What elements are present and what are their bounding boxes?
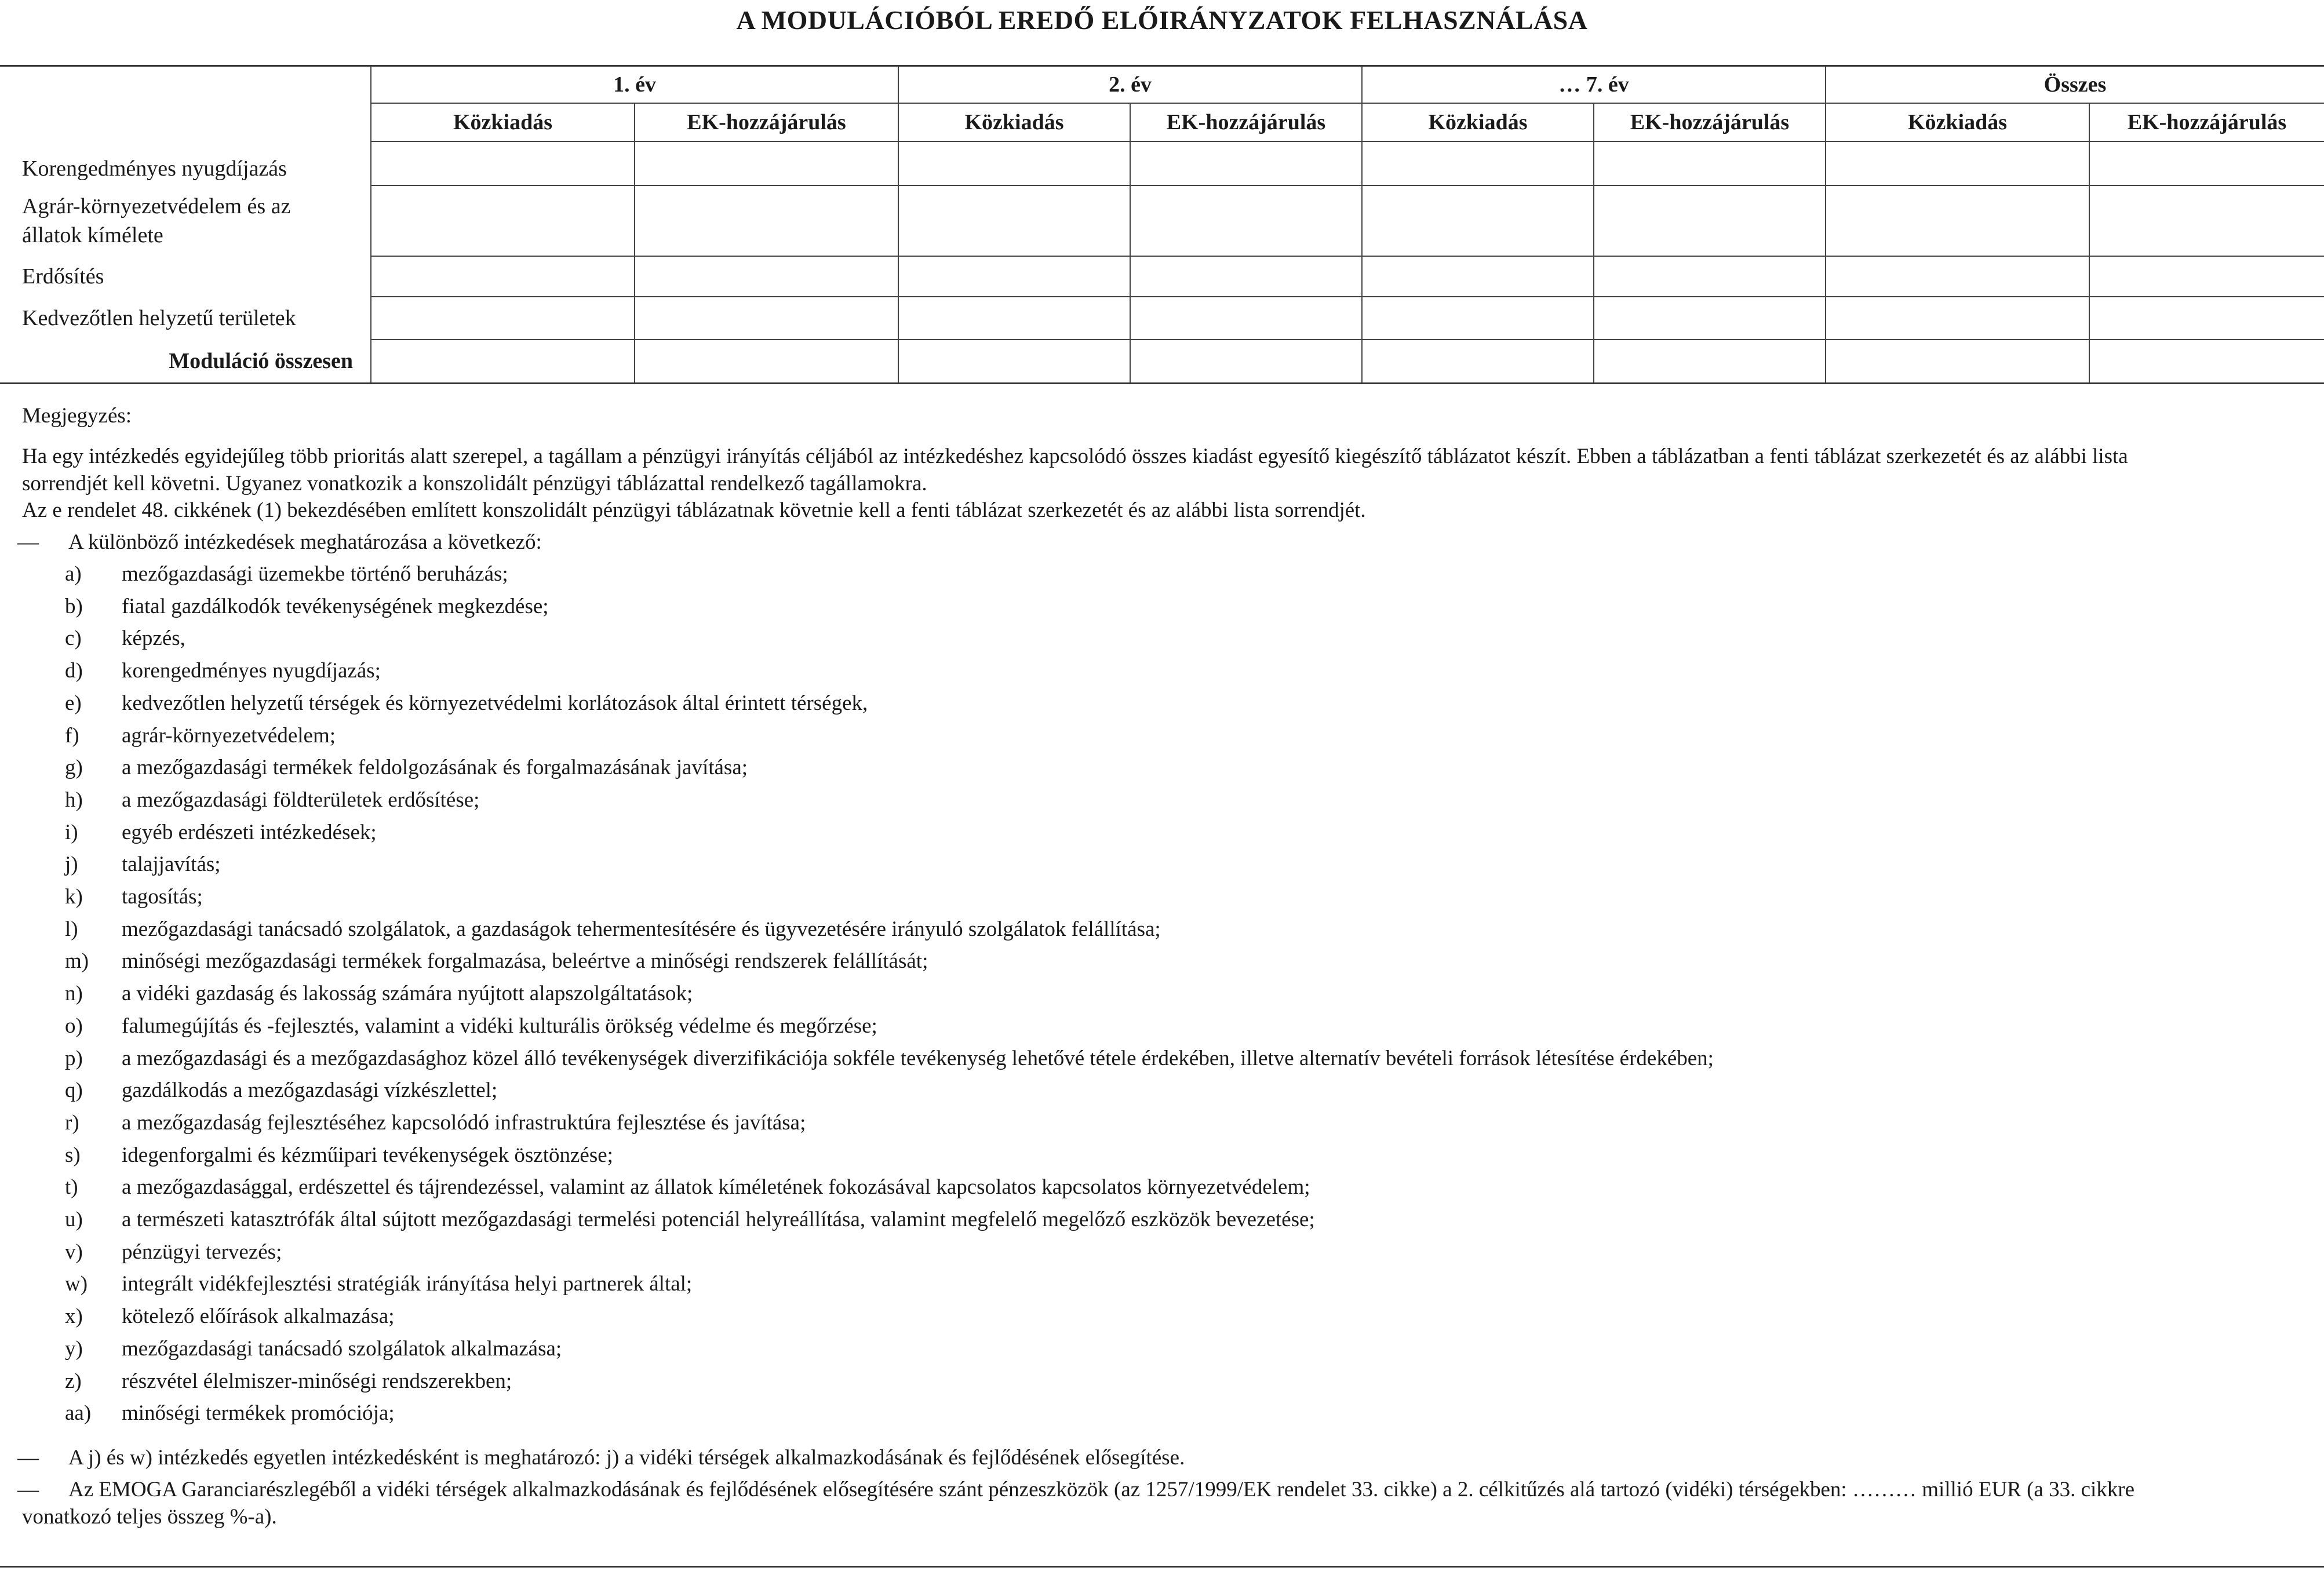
table-cell — [1594, 256, 1826, 297]
list-item-text: képzés, — [122, 626, 185, 650]
modulation-table — [0, 65, 2324, 384]
table-cell — [1362, 340, 1594, 384]
corner-cell — [0, 103, 371, 141]
table-cell — [1130, 297, 1362, 340]
list-item-letter: m) — [65, 949, 89, 973]
year-header-row — [0, 66, 2324, 103]
table-cell — [635, 256, 898, 297]
list-item-text: mezőgazdasági üzemekbe történő beruházás; — [122, 562, 508, 586]
list-item-text: gazdálkodás a mezőgazdasági vízkészlettel; — [122, 1078, 498, 1102]
list-item-text: egyéb erdészeti intézkedések; — [122, 821, 377, 844]
list-item-text: falumegújítás és -fejlesztés, valamint a vidéki kulturális örökség védelme és megőrzése; — [122, 1014, 877, 1038]
row-label-kedvezotlen: Kedvezőtlen helyzetű területek — [22, 305, 296, 330]
list-intro: A különböző intézkedések meghatározása a következő: — [68, 530, 542, 554]
list-item-letter: h) — [65, 788, 83, 812]
list-item-letter: v) — [65, 1240, 83, 1264]
table-cell — [1362, 297, 1594, 340]
list-item-text: korengedményes nyugdíjazás; — [122, 659, 381, 683]
list-dash: — — [17, 1446, 39, 1470]
table-cell — [1826, 185, 2089, 256]
table-cell — [898, 297, 1130, 340]
list-item-letter: l) — [65, 917, 78, 941]
col-header-kozkiadas: Közkiadás — [898, 103, 1130, 141]
table-cell — [371, 256, 635, 297]
table-cell — [635, 185, 898, 256]
table-cell — [898, 256, 1130, 297]
list-item-letter: q) — [65, 1078, 83, 1102]
table-cell — [1594, 141, 1826, 185]
total-row — [0, 340, 2324, 384]
col-header-kozkiadas: Közkiadás — [1362, 103, 1594, 141]
emoga-note-line-2: vonatkozó teljes összeg %-a). — [22, 1505, 277, 1529]
list-item-letter: b) — [65, 595, 83, 618]
list-dash: — — [17, 530, 39, 554]
table-cell — [1130, 141, 1362, 185]
table-cell — [1130, 256, 1362, 297]
table-cell — [898, 141, 1130, 185]
list-item-text: fiatal gazdálkodók tevékenységének megkezdése; — [122, 595, 549, 618]
list-item-letter: f) — [65, 724, 79, 748]
year-header: 2. év — [898, 66, 1362, 103]
list-item-letter: d) — [65, 659, 83, 683]
table-row — [0, 185, 2324, 256]
table-cell — [2089, 297, 2324, 340]
list-item-text: pénzügyi tervezés; — [122, 1240, 282, 1264]
list-dash: — — [17, 1478, 39, 1501]
year-header: Összes — [1826, 66, 2324, 103]
list-item-text: mezőgazdasági tanácsadó szolgálatok, a gazdaságok tehermentesítésére és ügyvezetésére irányuló szolgálatok felállítása; — [122, 917, 1161, 941]
list-item-text: a mezőgazdasági földterületek erdősítése; — [122, 788, 480, 812]
list-item-letter: e) — [65, 691, 82, 715]
list-item-text: minőségi mezőgazdasági termékek forgalmazása, beleértve a minőségi rendszerek felállítását; — [122, 949, 928, 973]
table-cell — [371, 297, 635, 340]
table-cell — [1826, 141, 2089, 185]
list-item-letter: c) — [65, 626, 82, 650]
list-item-letter: x) — [65, 1304, 83, 1328]
list-item-letter: t) — [65, 1175, 78, 1199]
list-item-letter: u) — [65, 1208, 83, 1231]
table-cell — [1362, 185, 1594, 256]
table-row — [0, 256, 2324, 297]
emoga-note-line-1: Az EMOGA Garanciarészlegéből a vidéki térségek alkalmazkodásának és fejlődésének elősegítésére szánt pénzeszközök (az 1257/1999/EK rendelet 33. cikke) a 2. célkitűzés alá tartozó (vidéki) térségekben: ……… millió EUR (a 33. cikkre — [68, 1478, 2135, 1501]
list-item-text: integrált vidékfejlesztési stratégiák irányítása helyi partnerek által; — [122, 1272, 693, 1296]
page-title: A MODULÁCIÓBÓL EREDŐ ELŐIRÁNYZATOK FELHASZNÁLÁSA — [736, 5, 1588, 35]
list-item-text: tagosítás; — [122, 885, 203, 909]
list-item-text: mezőgazdasági tanácsadó szolgálatok alkalmazása; — [122, 1337, 562, 1361]
table-cell — [371, 185, 635, 256]
list-item-letter: s) — [65, 1143, 81, 1167]
list-item-letter: g) — [65, 756, 83, 779]
table-cell — [1594, 340, 1826, 384]
table-cell — [1362, 256, 1594, 297]
list-item-letter: n) — [65, 982, 83, 1005]
row-label-text: Agrár-környezetvédelem és az állatok kímélete — [22, 194, 291, 247]
table-cell — [635, 141, 898, 185]
table-cell — [2089, 141, 2324, 185]
col-header-kozkiadas: Közkiadás — [1826, 103, 2089, 141]
table-cell — [635, 297, 898, 340]
jw-measure-note: A j) és w) intézkedés egyetlen intézkedésként is meghatározó: j) a vidéki térségek alkalmazkodásának és fejlődésének elősegítése. — [68, 1446, 1185, 1470]
table-cell — [1594, 185, 1826, 256]
list-item-letter: j) — [65, 852, 78, 876]
list-item-text: a mezőgazdasági és a mezőgazdasághoz közel álló tevékenységek diverzifikációja sokféle tevékenység lehetővé tétele érdekében, illetve alternatív bevételi források létesítése érdekében; — [122, 1047, 1714, 1070]
table-cell — [1130, 185, 1362, 256]
list-item-text: a mezőgazdasági termékek feldolgozásának és forgalmazásának javítása; — [122, 756, 748, 779]
list-item-text: agrár-környezetvédelem; — [122, 724, 336, 748]
list-item-letter: z) — [65, 1369, 82, 1393]
table-cell — [1826, 256, 2089, 297]
table-row — [0, 297, 2324, 340]
list-item-text: a természeti katasztrófák által sújtott mezőgazdasági termelési potenciál helyreállítása, valamint megfelelő megelőző eszközök bevezetése; — [122, 1208, 1315, 1231]
notes-paragraph-2: Az e rendelet 48. cikkének (1) bekezdésében említett konszolidált pénzügyi táblázatnak követnie kell a fenti táblázat szerkezetét és az alábbi lista sorrendjét. — [22, 498, 1366, 522]
col-header-ek-hozzajarulas: EK-hozzájárulás — [1130, 103, 1362, 141]
list-item-text: a mezőgazdasággal, erdészettel és tájrendezéssel, valamint az állatok kíméletének fokozásával kapcsolatos kapcsolatos környezetvédelem; — [122, 1175, 1310, 1199]
table-cell — [1362, 141, 1594, 185]
col-header-ek-hozzajarulas: EK-hozzájárulás — [1594, 103, 1826, 141]
table-cell — [1826, 297, 2089, 340]
list-item-text: idegenforgalmi és kézműipari tevékenységek ösztönzése; — [122, 1143, 613, 1167]
corner-cell — [0, 66, 371, 103]
notes-paragraph-1-line-2: sorrendjét kell követni. Ugyanez vonatkozik a konszolidált pénzügyi táblázattal rendelkező tagállamokra. — [22, 472, 927, 495]
year-header: … 7. év — [1362, 66, 1826, 103]
table-cell — [1594, 297, 1826, 340]
list-item-letter: a) — [65, 562, 82, 586]
bottom-rule — [0, 1566, 2324, 1568]
table-cell — [898, 185, 1130, 256]
row-label-korengedmenyes: Korengedményes nyugdíjazás — [22, 156, 287, 181]
table-row — [0, 141, 2324, 185]
list-item-letter: r) — [65, 1111, 79, 1135]
table-cell — [371, 141, 635, 185]
table-cell — [1826, 340, 2089, 384]
year-header: 1. év — [371, 66, 898, 103]
list-item-text: részvétel élelmiszer-minőségi rendszerekben; — [122, 1369, 512, 1393]
col-header-ek-hozzajarulas: EK-hozzájárulás — [635, 103, 898, 141]
list-item-text: a mezőgazdaság fejlesztéséhez kapcsolódó infrastruktúra fejlesztése és javítása; — [122, 1111, 806, 1135]
table-cell — [635, 340, 898, 384]
list-item-letter: aa) — [65, 1401, 92, 1425]
list-item-text: kötelező előírások alkalmazása; — [122, 1304, 395, 1328]
table-cell — [371, 340, 635, 384]
list-item-letter: i) — [65, 821, 78, 844]
list-item-text: minőségi termékek promóciója; — [122, 1401, 395, 1425]
list-item-letter: w) — [65, 1272, 88, 1296]
table-cell — [2089, 185, 2324, 256]
col-header-ek-hozzajarulas: EK-hozzájárulás — [2089, 103, 2324, 141]
row-label-total: Moduláció összesen — [0, 340, 371, 384]
table-cell — [2089, 340, 2324, 384]
table-cell — [2089, 256, 2324, 297]
list-item-text: a vidéki gazdaság és lakosság számára nyújtott alapszolgáltatások; — [122, 982, 693, 1005]
list-item-letter: o) — [65, 1014, 83, 1038]
col-header-kozkiadas: Közkiadás — [371, 103, 635, 141]
row-label-agrar-kornyezetvedelem — [0, 185, 371, 256]
list-item-text: talajjavítás; — [122, 852, 221, 876]
list-item-letter: k) — [65, 885, 83, 909]
list-item-letter: p) — [65, 1047, 83, 1070]
notes-paragraph-1-line-1: Ha egy intézkedés egyidejűleg több prioritás alatt szerepel, a tagállam a pénzügyi irányítás céljából az intézkedéshez kapcsolódó összes kiadást egyesítő kiegészítő táblázatot készít. Ebben a táblázatban a fenti táblázat szerkezetét és az alábbi lista — [22, 444, 2128, 468]
subcolumn-header-row — [0, 103, 2324, 141]
list-item-text: kedvezőtlen helyzetű térségek és környezetvédelmi korlátozások által érintett térségek, — [122, 691, 868, 715]
row-label-erdosites: Erdősítés — [22, 264, 104, 289]
table-cell — [1130, 340, 1362, 384]
notes-heading: Megjegyzés: — [22, 404, 132, 428]
list-item-letter: y) — [65, 1337, 83, 1361]
table-cell — [898, 340, 1130, 384]
